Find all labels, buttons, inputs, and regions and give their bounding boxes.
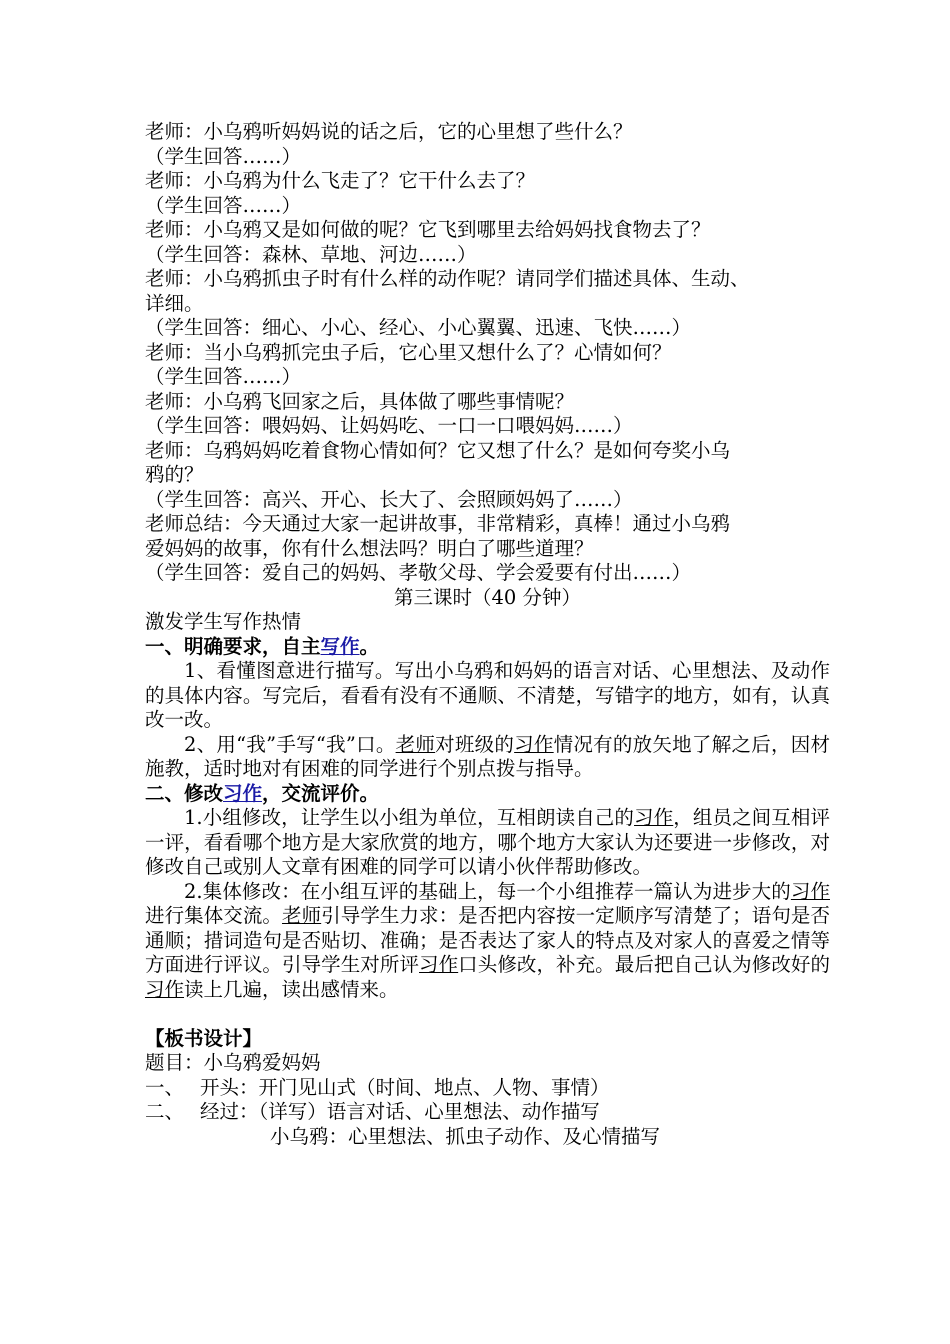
text-run: 对班级的 xyxy=(435,732,515,756)
item-number: 一、 xyxy=(145,1075,185,1099)
text-run: 引导学生力求：是否把内容按一定顺序写清楚了；语句是否通顺；措词造句是否贴切、准确；是否表达了家人的特点及对家人的喜爱之情等方面进行评议。引导学生对所评 xyxy=(145,904,830,976)
dialogue-line: 老师：小乌鸦又是如何做的呢？它飞到哪里去给妈妈找食物去了？ xyxy=(145,218,711,241)
board-design-heading: 【板书设计】 xyxy=(145,1026,263,1050)
text-run: ，组员之间互相评一评，看看哪个地方是大家欣赏的地方，哪个地方大家认为还要进一步修改，对修改自己或别人文章有困难的同学可以请小伙伴帮助修改。 xyxy=(145,806,830,878)
writing-link[interactable]: 写作 xyxy=(320,634,360,658)
section-heading-1 xyxy=(145,635,830,660)
composition-term: 习作 xyxy=(514,732,554,756)
dialogue-line: （学生回答：森林、草地、河边……） xyxy=(145,242,477,266)
section-heading-2 xyxy=(145,782,830,807)
text-run: 口头修改，补充。最后把自己认为修改好的 xyxy=(458,953,830,976)
dialogue-line: 详细。 xyxy=(145,291,204,315)
dialogue-line: （学生回答：喂妈妈、让妈妈吃、一口一口喂妈妈……） xyxy=(145,414,633,437)
dialogue-line: 鸦的？ xyxy=(145,463,204,486)
board-item xyxy=(145,1076,830,1101)
dialogue-line: 老师：小乌鸦听妈妈说的话之后，它的心里想了些什么？ xyxy=(145,120,633,143)
paragraph-2 xyxy=(145,733,830,782)
composition-term: 习作 xyxy=(634,806,674,829)
lesson-intro: 激发学生写作热情 xyxy=(145,610,302,633)
heading-text: ，交流评价。 xyxy=(262,781,380,805)
dialogue-line: （学生回答……） xyxy=(145,365,302,388)
dialogue-line: 老师总结：今天通过大家一起讲故事，非常精彩，真棒！通过小乌鸦 xyxy=(145,512,731,535)
text-run: 2.集体修改：在小组互评的基础上，每一个小组推荐一篇认为进步大的 xyxy=(184,879,791,903)
blank-line xyxy=(145,1002,830,1027)
board-item xyxy=(145,1100,830,1125)
dialogue-line: （学生回答……） xyxy=(145,144,302,168)
heading-text: 。 xyxy=(359,634,380,658)
item-text: 经过：（详写）语言对话、心里想法、动作描写 xyxy=(200,1100,600,1123)
paragraph-3 xyxy=(145,806,830,880)
dialogue-line: （学生回答：高兴、开心、长大了、会照顾妈妈了……） xyxy=(145,487,633,511)
text-run: 进行集体交流。 xyxy=(145,904,283,927)
text-run: 1.小组修改，让学生以小组为单位，互相朗读自己的 xyxy=(184,806,635,829)
text-run: 情况有的放矢地了解之后，因材施教，适时地对有困难的同学进行个别点拨与指导。 xyxy=(145,732,830,780)
composition-link[interactable]: 习作 xyxy=(223,781,263,805)
dialogue-section xyxy=(145,120,830,586)
text-run: 读上几遍，读出感情来。 xyxy=(184,977,399,1001)
composition-term: 习作 xyxy=(790,879,830,903)
composition-term: 习作 xyxy=(145,977,185,1001)
dialogue-line: 老师：小乌鸦抓虫子时有什么样的动作呢？请同学们描述具体、生动、 xyxy=(145,267,750,290)
heading-text: 一、明确要求，自主 xyxy=(145,634,321,658)
dialogue-line: 老师：小乌鸦飞回家之后，具体做了哪些事情呢？ xyxy=(145,389,575,413)
dialogue-line: 老师：乌鸦妈妈吃着食物心情如何？它又想了什么？是如何夸奖小乌 xyxy=(145,438,731,462)
paragraph-4 xyxy=(145,880,830,1003)
teacher-term: 老师 xyxy=(282,904,322,927)
item-text: 开头：开门见山式（时间、地点、人物、事情） xyxy=(200,1075,610,1099)
dialogue-line: 老师：当小乌鸦抓完虫子后，它心里又想什么了？心情如何？ xyxy=(145,340,672,364)
item-number: 二、 xyxy=(145,1100,185,1123)
board-subitem: 小乌鸦：心里想法、抓虫子动作、及心情描写 xyxy=(270,1124,661,1148)
dialogue-line: 爱妈妈的故事，你有什么想法吗？明白了哪些道理？ xyxy=(145,536,594,560)
dialogue-line: 老师：小乌鸦为什么飞走了？它干什么去了？ xyxy=(145,169,536,192)
board-topic: 题目：小乌鸦爱妈妈 xyxy=(145,1051,321,1074)
dialogue-line: （学生回答……） xyxy=(145,193,302,217)
dialogue-line: （学生回答：细心、小心、经心、小心翼翼、迅速、飞快……） xyxy=(145,316,692,339)
heading-text: 二、修改 xyxy=(145,781,224,805)
dialogue-line: （学生回答：爱自己的妈妈、孝敬父母、学会爱要有付出……） xyxy=(145,561,692,584)
lesson-title: 第三课时（40 分钟） xyxy=(393,585,581,609)
teacher-term: 老师 xyxy=(395,732,436,756)
paragraph-1: 1、看懂图意进行描写。写出小乌鸦和妈妈的语言对话、心里想法、及动作的具体内容。写完后，看看有没有不通顺、不清楚，写错字的地方，如有，认真改一改。 xyxy=(145,659,830,731)
composition-term: 习作 xyxy=(419,953,459,976)
text-run: 2、用“我”手写“我”口。 xyxy=(184,732,396,756)
